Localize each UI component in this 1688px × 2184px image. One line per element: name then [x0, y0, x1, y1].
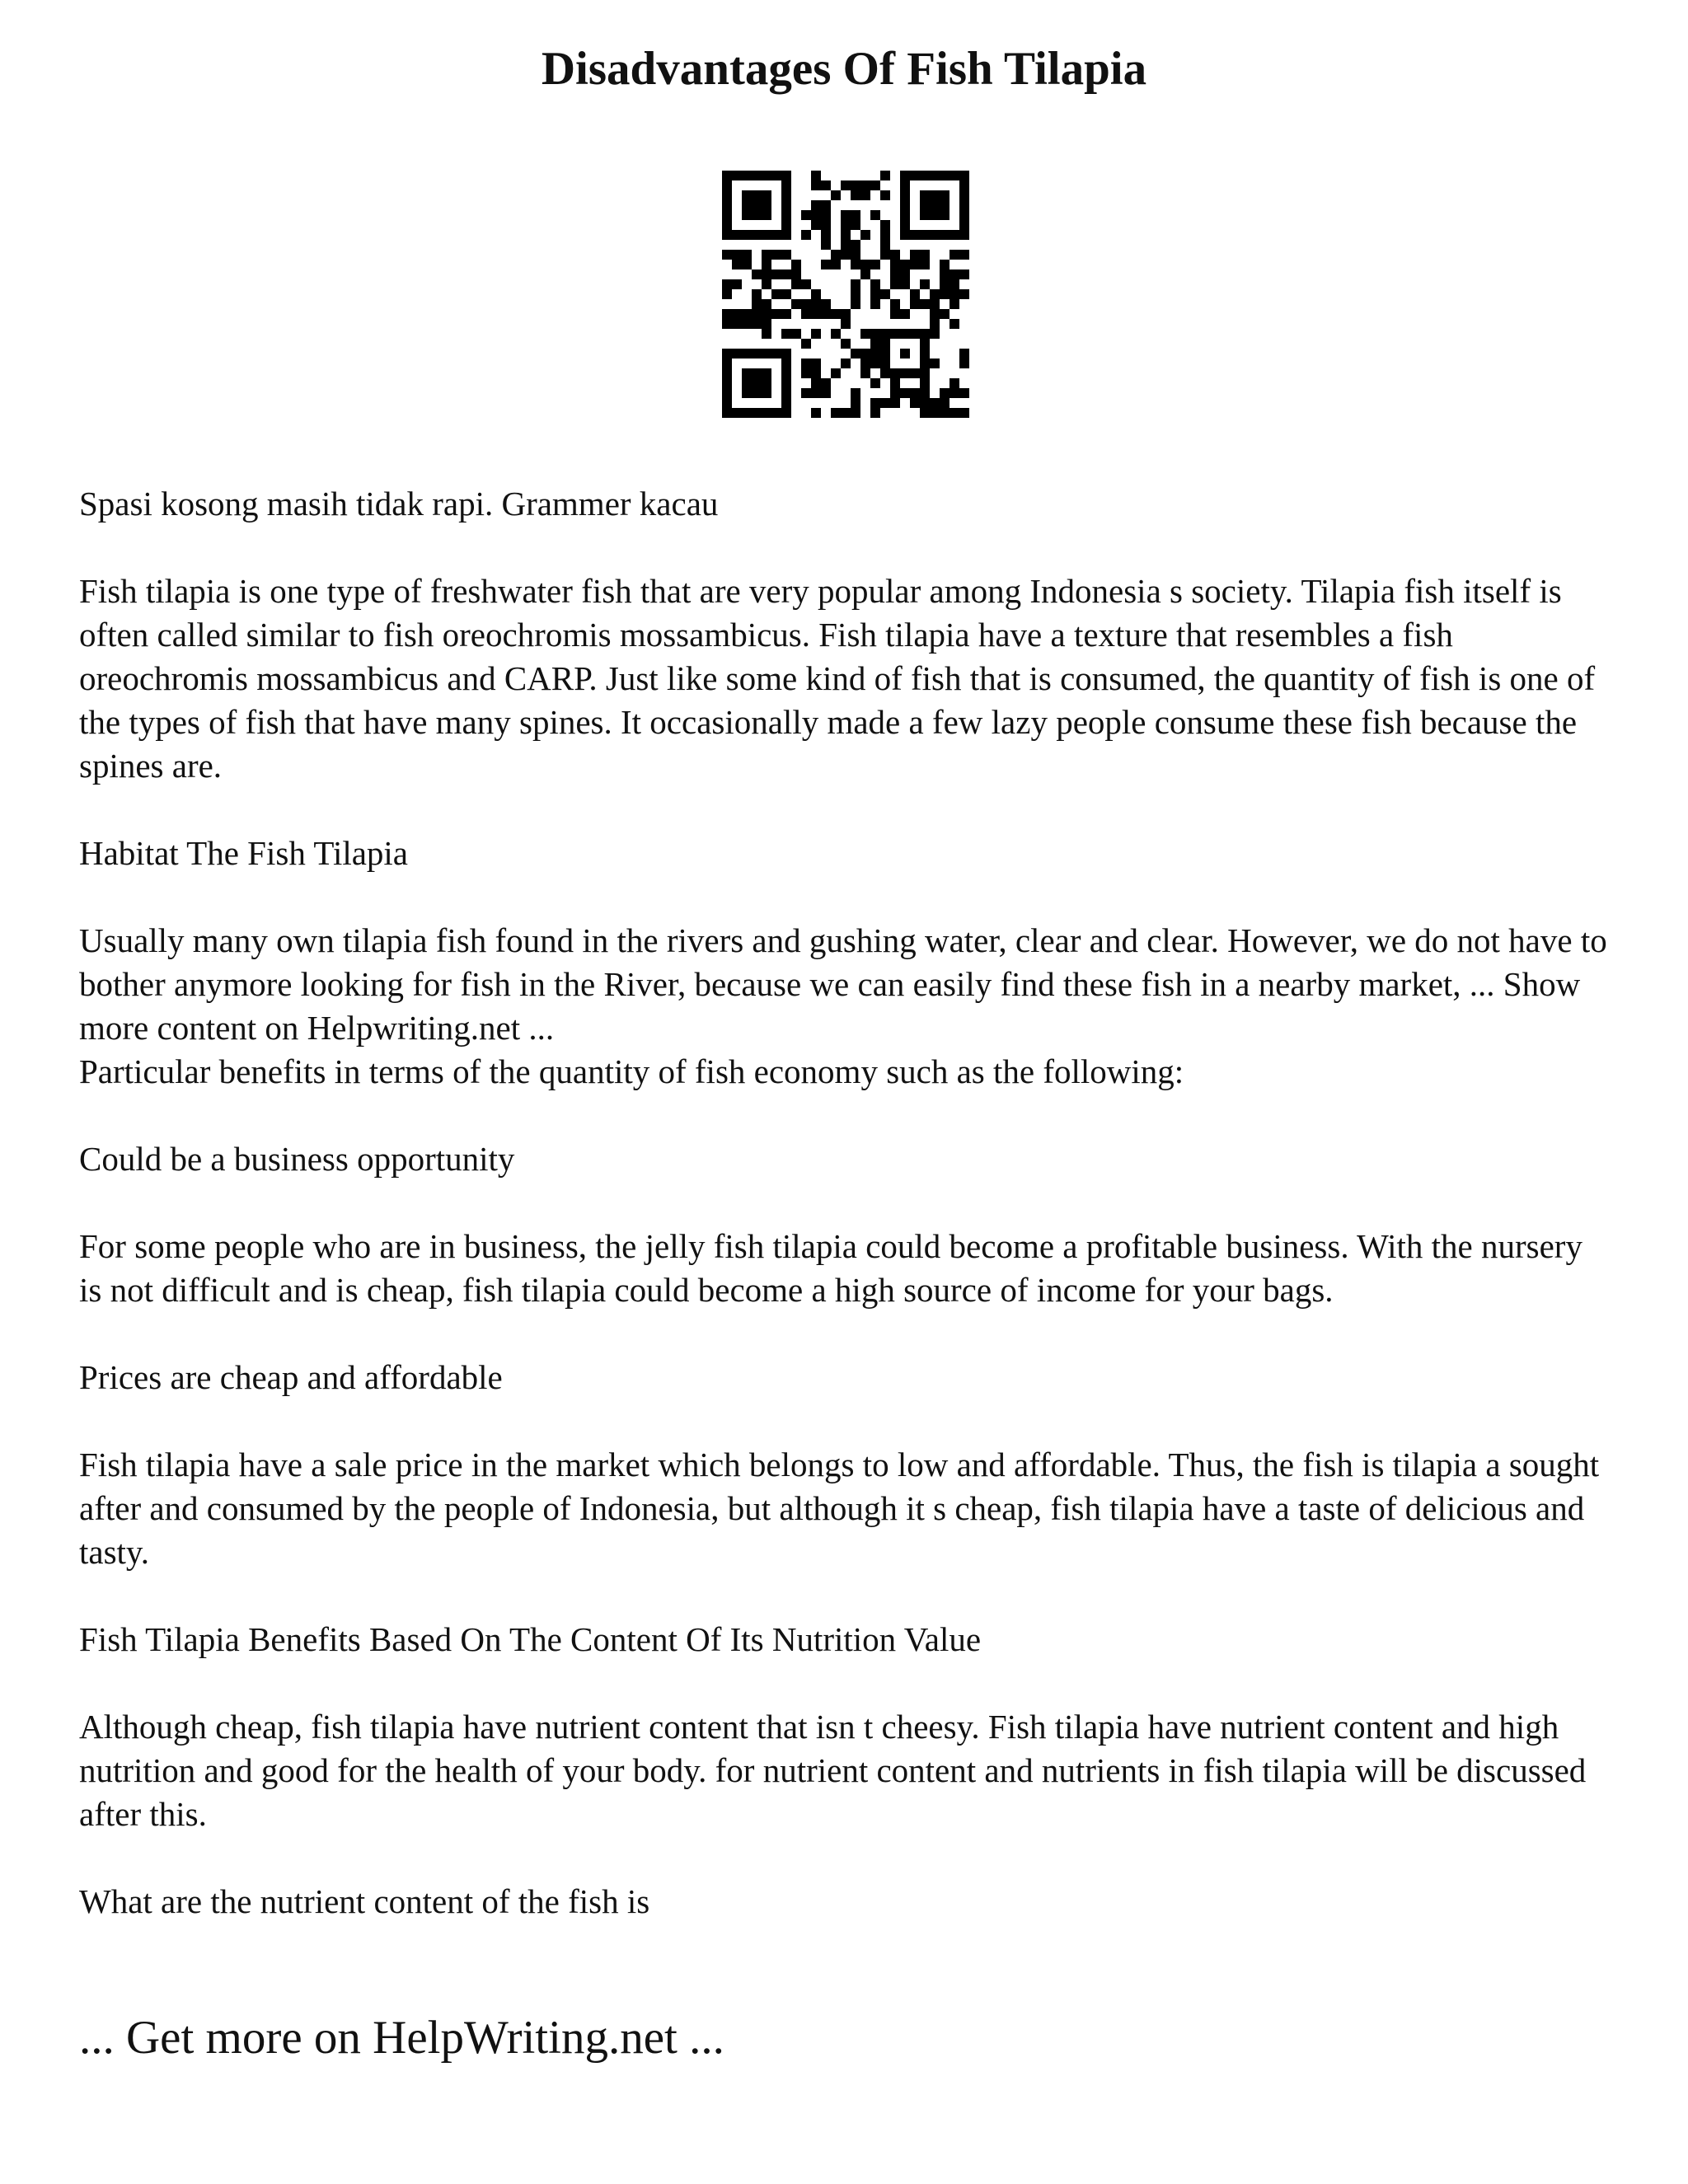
paragraph-nutrient-question: What are the nutrient content of the fish is: [79, 1882, 650, 1920]
get-more-link[interactable]: ... Get more on HelpWriting.net ...: [79, 2012, 724, 2064]
document-title: Disadvantages Of Fish Tilapia: [541, 43, 1147, 95]
paragraph-intro: Fish tilapia is one type of freshwater fish that are very popular among Indonesia s society. Tilapia fish itself is often called similar to fish oreochromis mossambicus. Fish tilapia have a texture that resembles a fish oreochromis mossambicus and CARP. Just like some kind of fish that is consumed, the quantity of fish is one of the types of fish that have many spines. It occasionally made a few lazy people consume these fish because the spines are.: [79, 572, 1596, 785]
paragraph-business: For some people who are in business, the jelly fish tilapia could become a profitable business. With the nursery is not difficult and is cheap, fish tilapia could become a high source of income for your bags.: [79, 1227, 1582, 1309]
section-heading-business: Could be a business opportunity: [79, 1140, 515, 1178]
paragraph-nutrition: Although cheap, fish tilapia have nutrient content that isn t cheesy. Fish tilapia have nutrient content and high nutrition and good for the health of your body. for nutrient content and nutrients in fish tilapia will be discussed after this.: [79, 1708, 1587, 1833]
section-heading-prices: Prices are cheap and affordable: [79, 1358, 503, 1396]
paragraph-prices: Fish tilapia have a sale price in the market which belongs to low and affordable. Thus, the fish is tilapia a sought after and consumed by the people of Indonesia, but although it s cheap, fish tilapia have a taste of delicious and tasty.: [79, 1446, 1600, 1571]
qr-code-icon: [722, 171, 969, 418]
document-body: [79, 482, 1609, 1967]
paragraph-benefits-intro: Particular benefits in terms of the quantity of fish economy such as the following:: [79, 1052, 1184, 1090]
intro-note: Spasi kosong masih tidak rapi. Grammer kacau: [79, 485, 719, 523]
paragraph-habitat: Usually many own tilapia fish found in the rivers and gushing water, clear and clear. However, we do not have to bother anymore looking for fish in the River, because we can easily find these fish in a nearby market, ... Show more content on Helpwriting.net ...: [79, 921, 1607, 1047]
section-heading-nutrition: Fish Tilapia Benefits Based On The Content Of Its Nutrition Value: [79, 1620, 982, 1658]
section-heading-habitat: Habitat The Fish Tilapia: [79, 834, 409, 872]
